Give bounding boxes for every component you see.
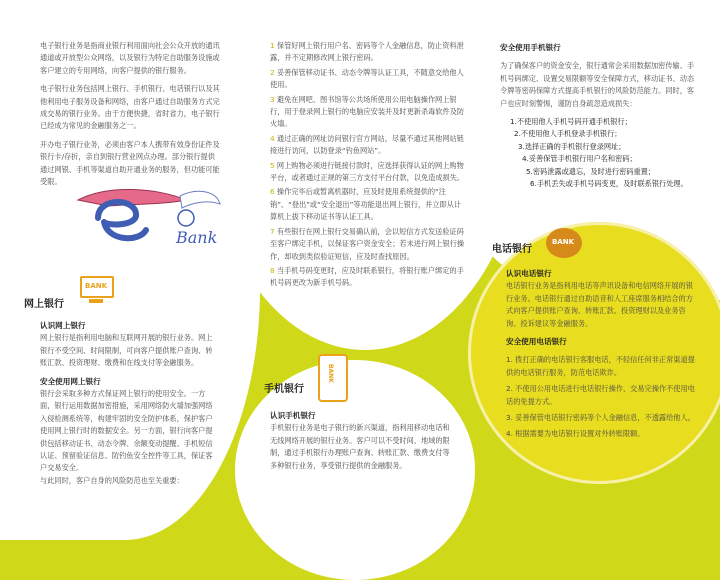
- phone-safe-item: 2. 不使用公用电话进行电话银行操作，交易完操作不使用电话的免提方式。: [506, 384, 695, 406]
- intro-paragraph: 电子银行业务是指商业银行利用面向社会公众开放的通讯通道或开放型公众网络，以及银行为特定自助服务设施或客户建立的专用网络，向客户提供的银行服务。: [40, 41, 220, 75]
- tip-item: 6 操作完毕后或暂离机器时，应及时使用系统提供的“注销”、“登出”或“安全退出”等功能退出网上银行，并立即从计算机上拔下移动证书等认证工具。: [270, 187, 462, 222]
- mobile-section: [270, 410, 456, 478]
- phone-know-text: 电话银行业务是指利用电话等声讯设备和电信网络开展的银行业务。电话银行通过自助语音和人工座席服务相结合的方式向客户提供账户查询、转账汇款、投资理财以及业务咨询、投诉建议等金融服务。: [506, 281, 693, 328]
- safe-mobile-item: 6.手机丢失或手机号码变更，及时联系银行处理。: [530, 179, 688, 189]
- mobile-know-title: 认识手机银行: [270, 411, 316, 420]
- phone-safe-item: 3. 妥善保管电话银行密码等个人金融信息，不透露给他人。: [506, 413, 695, 423]
- safe-mobile-item: 2.不使用他人手机登录手机银行；: [514, 129, 622, 139]
- phone-safe-item: 1. 拨打正确的电话银行客服电话，不轻信任何非正常渠道提供的电话银行服务，防范电话欺诈。: [506, 355, 695, 377]
- intro-paragraph: 电子银行业务包括网上银行、手机银行、电话银行以及其他利用电子服务设备和网络，由客户通过自助服务方式完成交易的银行业务。由于方便快捷，省时省力，电子银行已经成为常见的金融服务之一。: [40, 84, 220, 131]
- mobile-icon-label: BANK: [327, 364, 334, 383]
- tips-list: [270, 40, 466, 292]
- tip-item: 7 有些银行在网上银行交易确认前，会以短信方式发送验证码至客户绑定手机，以保证客户资金安全；若未进行网上银行操作，却收到类似验证短信，应及时查找原因。: [270, 226, 465, 261]
- safe-mobile-intro: 为了确保客户的资金安全，银行通常会采用数据加密传输、手机号码绑定、设置交易限额等安全保障方式，移动证书、动态令牌等密码保障方式提高手机银行的风险防范能力。同时，客户也应时刻警惕，谨防自身疏忽造成损失：: [500, 61, 695, 108]
- safe-mobile-section: [500, 42, 696, 190]
- safe-mobile-item: 4.妥善保管手机银行用户名和密码；: [522, 154, 637, 164]
- online-bank-icon: [80, 276, 112, 302]
- online-section: [40, 320, 216, 493]
- safe-mobile-item: 5.密码泄露或遗忘，及时进行密码重置；: [526, 166, 656, 176]
- phone-bank-icon: [546, 228, 586, 262]
- phone-heading: 电话银行: [492, 244, 532, 255]
- online-safe-text: 银行会采取多种方式保证网上银行的使用安全。一方面，银行运用数据加密措施，采用网络防火墙加强网络入侵检测系统等，构建牢固的安全防护体系，保护客户使用网上银行时的数据安全。另一方面，银行向客户提供包括移动证书、动态令牌、余额变动提醒、手机短信认证、预留验证信息、防钓鱼安全控件等工具，保证客户交易安全。: [40, 389, 213, 473]
- ebank-logo-text: Bank: [176, 228, 218, 247]
- tip-item: 4 通过正确的网址访问银行官方网站，尽量不通过其他网站链接进行访问，以防登录“钓鱼网站”。: [270, 133, 464, 156]
- online-know-title: 认识网上银行: [40, 321, 86, 330]
- mobile-know-text: 手机银行业务是电子银行的新兴渠道，指利用移动电话和无线网络开展的银行业务。客户可以不受时间、地域的限制，通过手机银行办理账户查询、转账汇款、缴费支付等多种银行业务，享受银行提供的金融服务。: [270, 423, 450, 470]
- intro-text: [40, 40, 222, 194]
- mobile-heading: 手机银行: [264, 384, 304, 395]
- mobile-bank-icon: [318, 354, 348, 400]
- phone-safe-item: 4. 根据需要为电话银行设置对外转账限额。: [506, 429, 645, 439]
- intro-paragraph: 开办电子银行业务，必须由客户本人携带有效身份证件及银行卡/存折，亲自到银行营业网点办理。部分银行提供通过网银、手机等渠道自助开通业务的服务，但功能可能受限。: [40, 139, 220, 187]
- safe-mobile-item: 3.选择正确的手机银行登录网址；: [518, 141, 626, 151]
- tip-item: 5 网上购物必须进行链接付款时，应选择获得认证的网上购物平台，或者通过正规的第三方支付平台付款，以免造成损失。: [270, 160, 465, 183]
- online-icon-label: BANK: [85, 282, 108, 290]
- online-safe-end: 与此同时，客户自身的风险防范也至关重要：: [40, 475, 184, 485]
- phone-know-title: 认识电话银行: [506, 269, 552, 278]
- phone-section: [506, 268, 696, 445]
- tip-item: 1 保管好网上银行用户名、密码等个人金融信息，防止资料泄露，并不定期修改网上银行密码。: [270, 41, 464, 63]
- safe-mobile-item: 1.不使用他人手机号码开通手机银行；: [510, 117, 632, 127]
- phone-icon-label: BANK: [552, 238, 575, 246]
- tip-item: 2 妥善保管移动证书、动态令牌等认证工具，不随意交给他人使用。: [270, 67, 464, 90]
- online-know-text: 网上银行是指利用电脑和互联网开展的银行业务。网上银行不受空间、时间限制，可向客户提供账户查询、转账汇款、投资理财、缴费和在线支付等金融服务。: [40, 333, 213, 368]
- safe-mobile-title: 安全使用手机银行: [500, 43, 561, 52]
- online-safe-title: 安全使用网上银行: [40, 376, 101, 386]
- online-heading: 网上银行: [24, 299, 64, 310]
- tip-item: 8 当手机号码变更时，应及时联系银行，将银行账户绑定的手机号码更改为新手机号码。: [270, 265, 464, 288]
- ebank-logo: [68, 182, 228, 262]
- tip-item: 3 避免在网吧、图书馆等公共场所使用公用电脑操作网上银行，用于登录网上银行的电脑应安装并及时更新杀毒软件及防火墙。: [270, 94, 465, 129]
- phone-safe-title: 安全使用电话银行: [506, 337, 567, 347]
